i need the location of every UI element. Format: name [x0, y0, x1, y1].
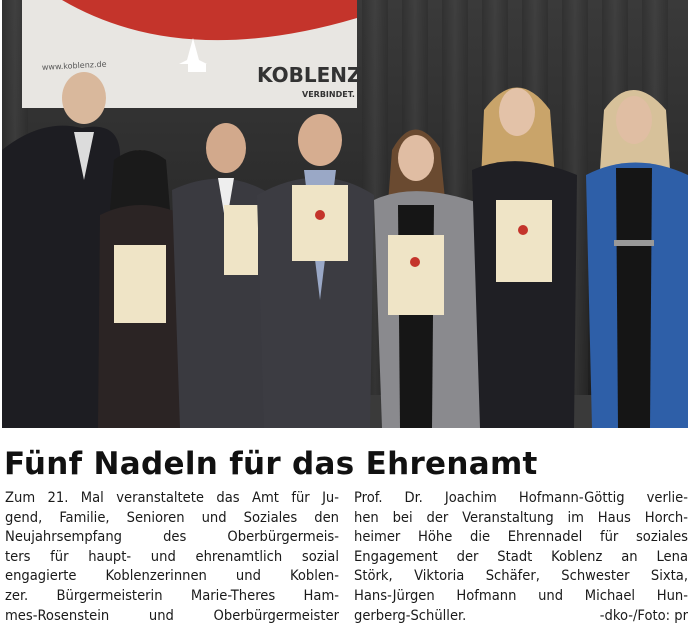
text-line: Störk, Viktoria Schäfer, Schwester Sixta, [354, 567, 688, 585]
article-photo [2, 0, 688, 428]
text-line: heimer Höhe die Ehrennadel für soziales [354, 528, 688, 546]
article-text-column-right [354, 488, 688, 625]
text-line: Engagement der Stadt Koblenz an Lena [354, 547, 688, 565]
text-line: mes-Rosenstein und Oberbürgermeister [5, 606, 339, 624]
article-headline: Fünf Nadeln für das Ehrenamt [4, 446, 538, 482]
svg-text:www.koblenz.de: www.koblenz.de [41, 59, 107, 72]
text-line: hen bei der Veranstaltung im Haus Horch- [354, 508, 688, 526]
text-line: gerberg-Schüller. [354, 606, 467, 624]
text-line: ters für haupt- und ehrenamtlich sozial [5, 547, 339, 565]
svg-text:KOBLENZ: KOBLENZ [257, 63, 362, 87]
text-line: engagierte Koblenzerinnen und Koblen- [5, 567, 339, 585]
text-line: Prof. Dr. Joachim Hofmann-Göttig verlie- [354, 489, 688, 506]
text-line: gend, Familie, Senioren und Soziales den [5, 508, 339, 526]
text-line: Neujahrsempfang des Oberbürgermeis- [5, 528, 339, 546]
text-line: Zum 21. Mal veranstaltete das Amt für Ju- [5, 489, 339, 506]
photo-credit: -dko-/Foto: pr [599, 606, 688, 624]
text-line: Hans-Jürgen Hofmann und Michael Hun- [354, 586, 688, 604]
text-line: zer. Bürgermeisterin Marie-Theres Ham- [5, 586, 339, 604]
text-line-final [354, 606, 688, 626]
article-text-column-left [5, 488, 339, 625]
svg-text:VERBINDET.: VERBINDET. [302, 90, 355, 99]
